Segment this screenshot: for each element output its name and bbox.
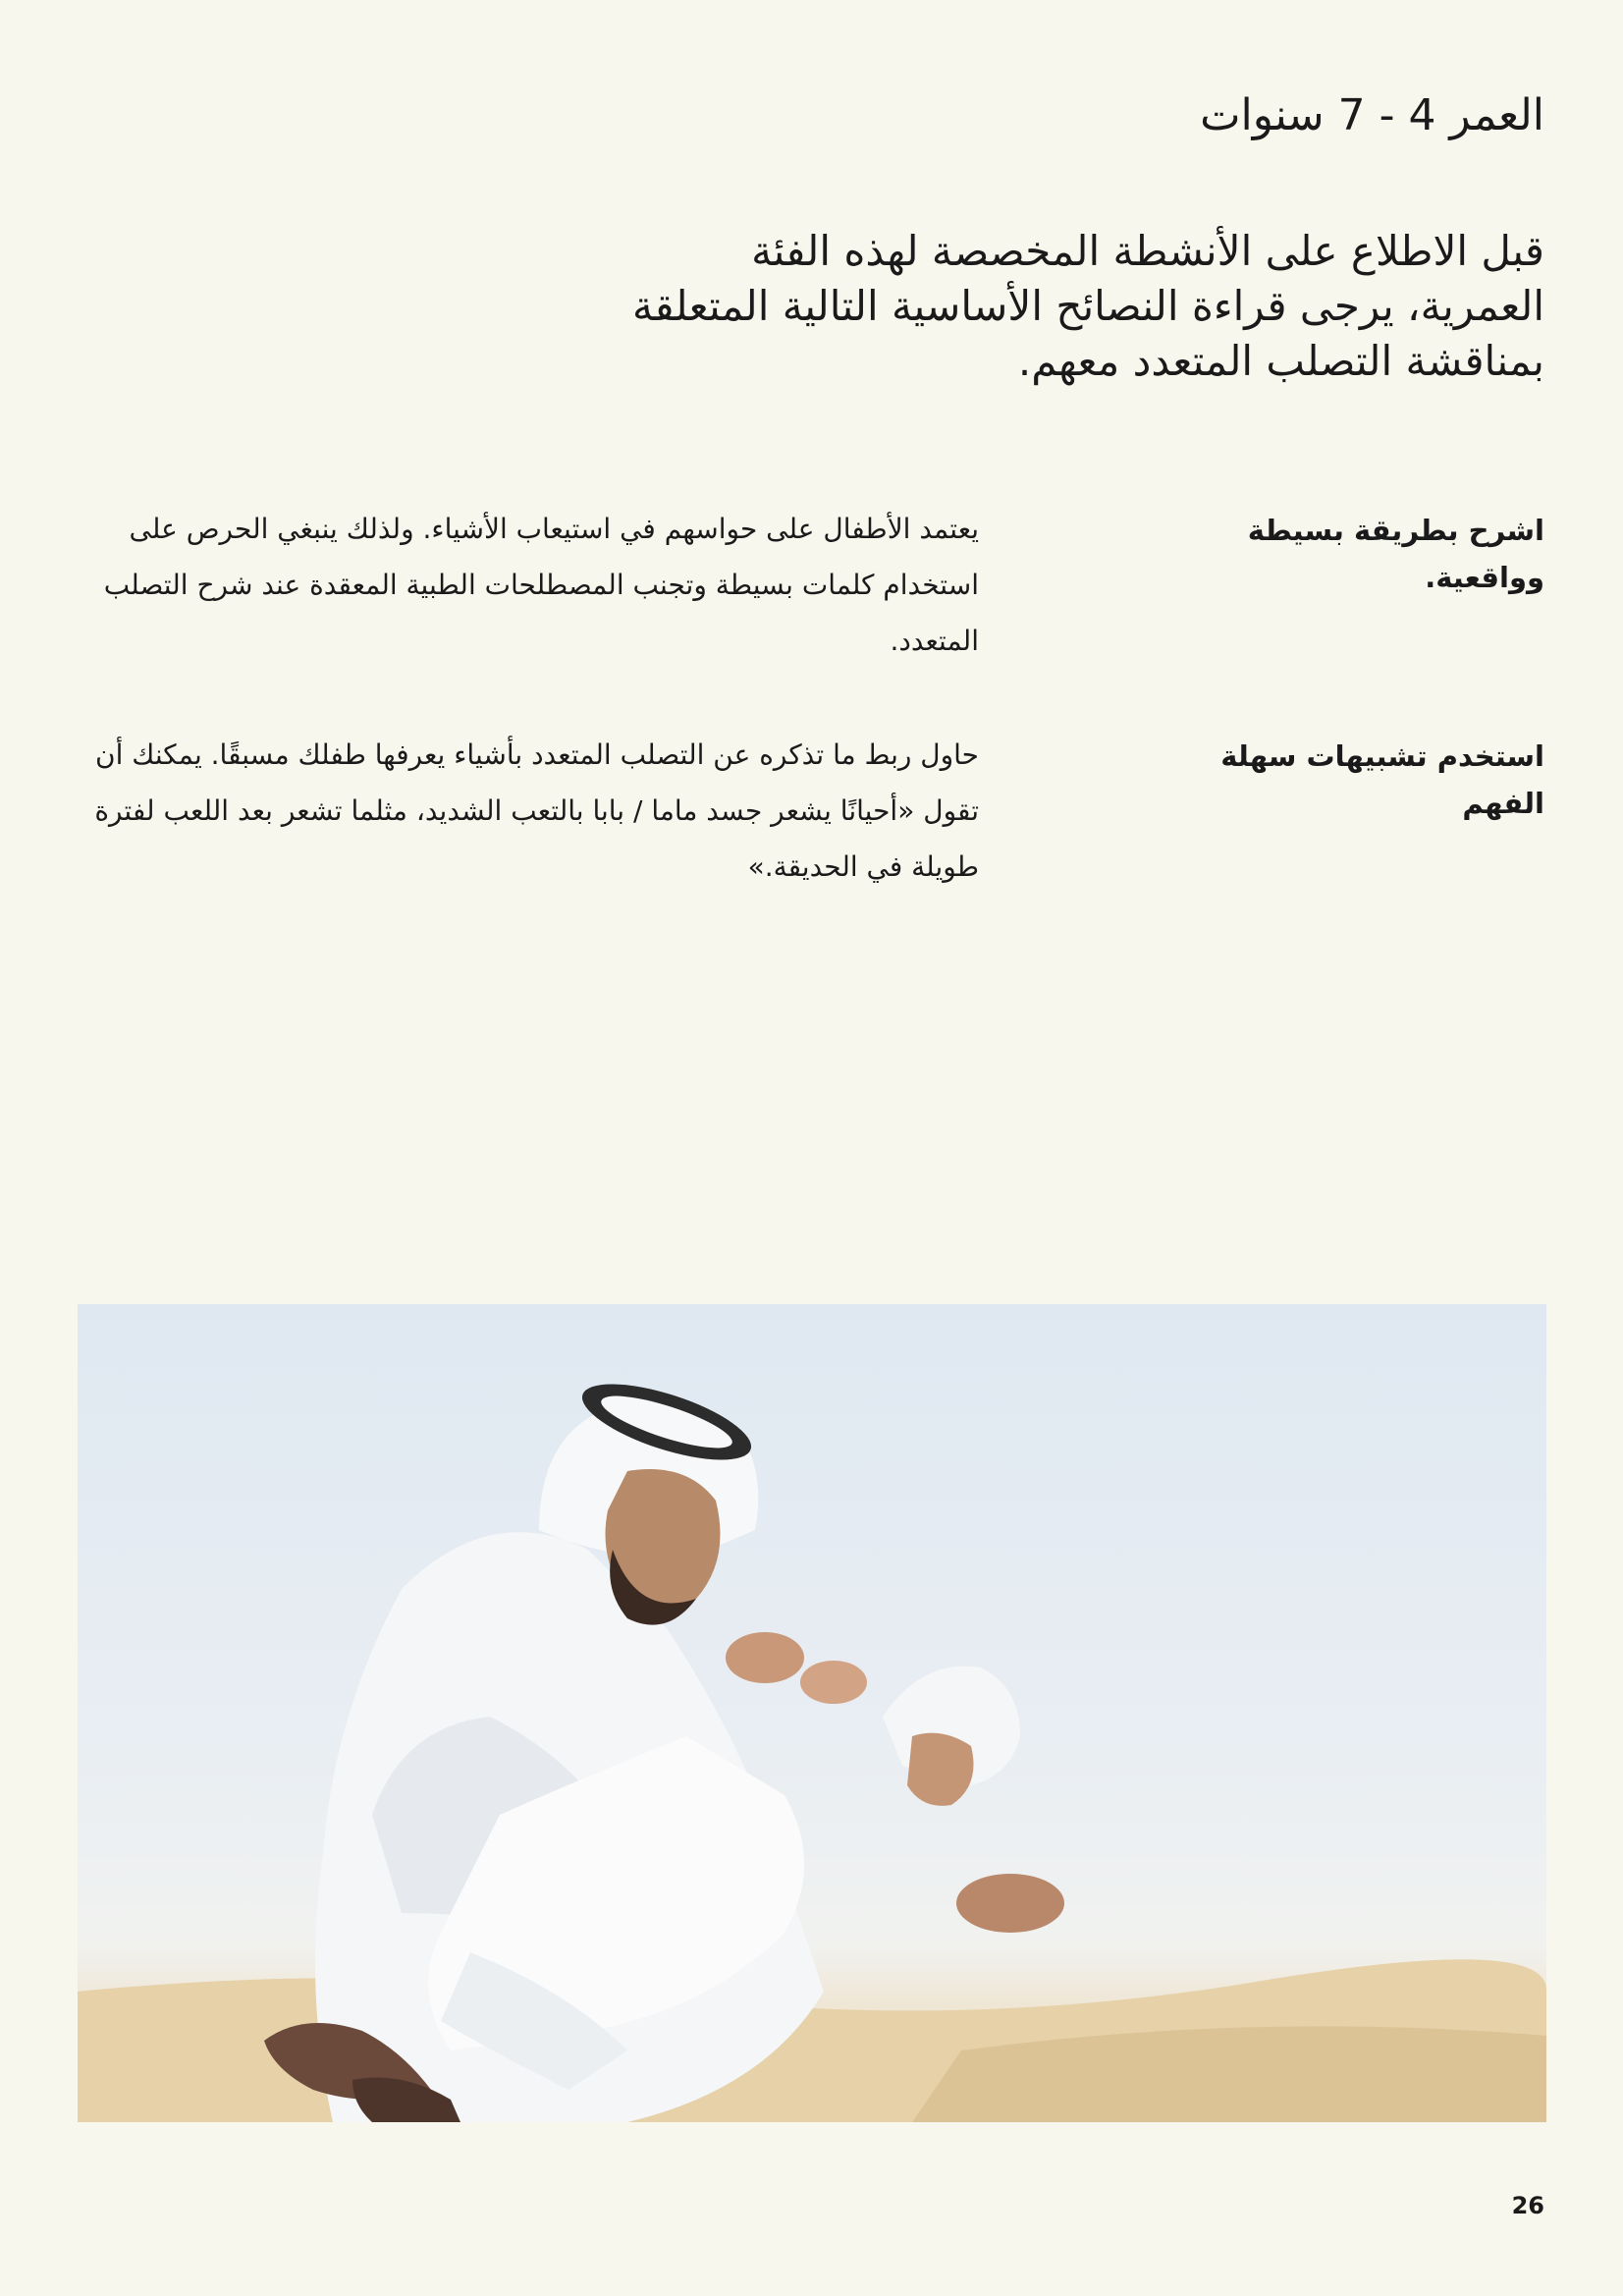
father-child-photo [78, 1304, 1546, 2122]
tip-item [79, 727, 1544, 894]
tip-body: حاول ربط ما تذكره عن التصلب المتعدد بأشياء يعرفها طفلك مسبقًا. يمكنك أن تقول «أحيانًا يشعر جسد ماما / بابا بالتعب الشديد، مثلما تشعر بعد اللعب لفترة طويلة في الحديقة.» [94, 738, 979, 883]
photo-illustration [78, 1304, 1546, 2122]
age-heading: العمر 4 - 7 سنوات [1200, 90, 1544, 140]
father-hand [956, 1874, 1064, 1933]
page-number: 26 [1511, 2192, 1544, 2219]
tip-title: استخدم تشبيهات سهلة الفهم [1220, 739, 1544, 820]
intro-paragraph: قبل الاطلاع على الأنشطة المخصصة لهذه الفئة العمرية، يرجى قراءة النصائح الأساسية التالية المتعلقة بمناقشة التصلب المتعدد معهم. [632, 227, 1544, 385]
tip-body: يعتمد الأطفال على حواسهم في استيعاب الأشياء. ولذلك ينبغي الحرص على استخدام كلمات بسيطة وتجنب المصطلحات الطبية المعقدة عند شرح التصلب المتعدد. [103, 513, 979, 657]
child-hands [800, 1661, 867, 1704]
child-face [907, 1733, 974, 1806]
tip-title: اشرح بطريقة بسيطة وواقعية. [1247, 514, 1544, 594]
tip-item [79, 501, 1544, 668]
father-hands [726, 1632, 804, 1683]
